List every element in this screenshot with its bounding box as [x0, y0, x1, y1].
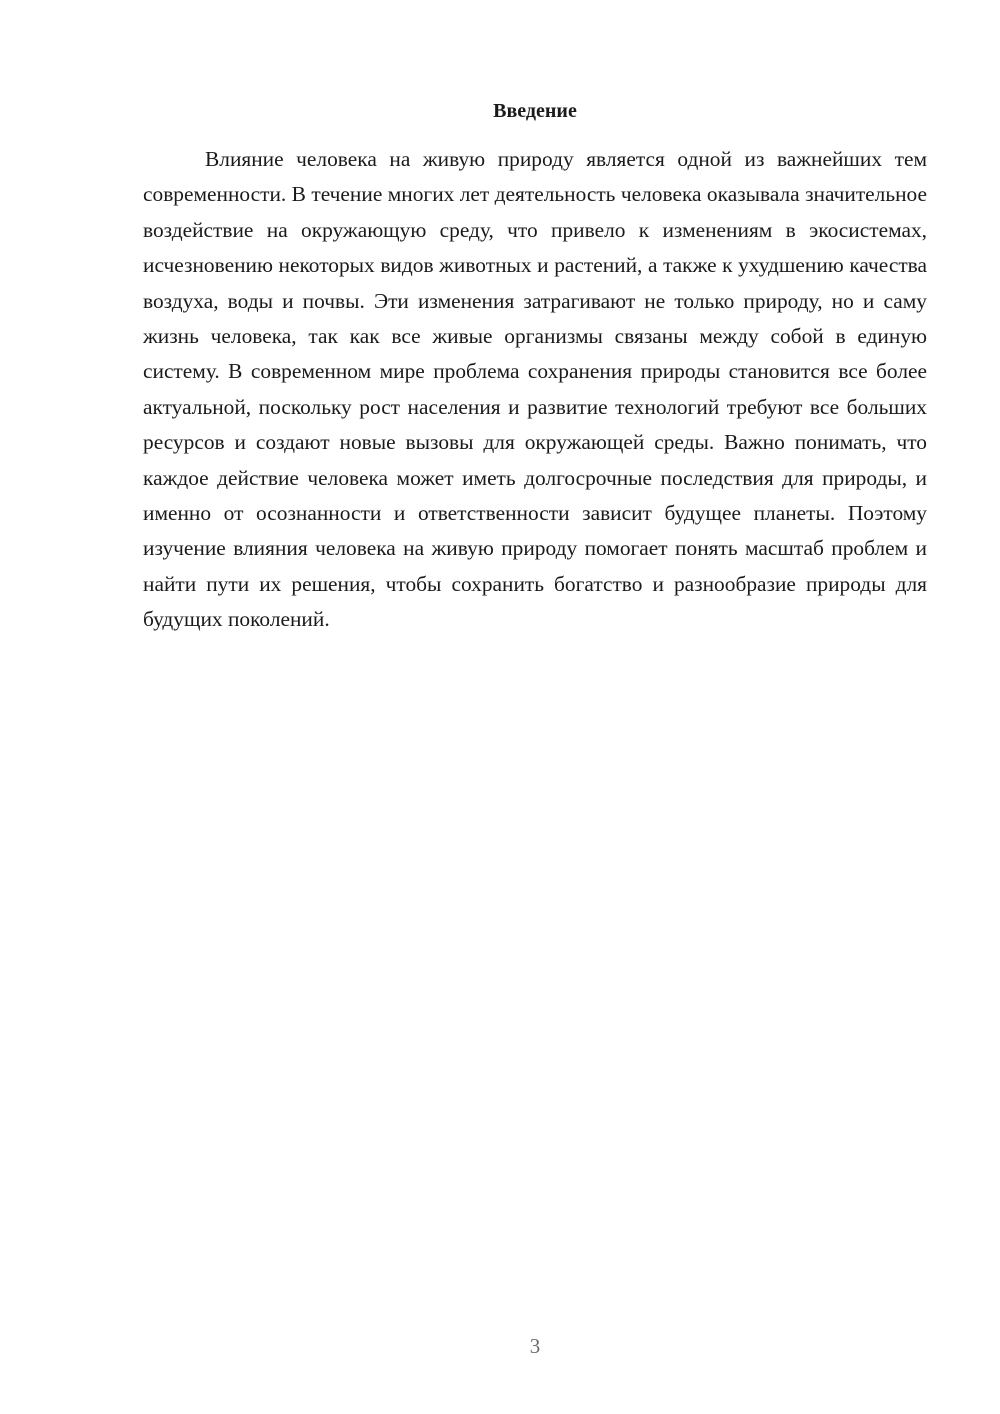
page-number: 3: [529, 1334, 541, 1358]
section-heading: Введение: [493, 100, 577, 122]
body-paragraph: Влияние человека на живую природу является одной из важнейших тем современности. В течение многих лет деятельность человека оказывала значительное воздействие на окружающую среду, что привело к изменениям в экосистемах, исчезновению некоторых видов животных и растений, а также к ухудшению качества воздуха, воды и почвы. Эти изменения затрагивают не только природу, но и саму жизнь человека, так как все живые организмы связаны между собой в единую систему. В современном мире проблема сохранения природы становится все более актуальной, поскольку рост населения и развитие технологий требуют все больших ресурсов и создают новые вызовы для окружающей среды. Важно понимать, что каждое действие человека может иметь долгосрочные последствия для природы, и именно от осознанности и ответственности зависит будущее планеты. Поэтому изучение влияния человека на живую природу помогает понять масштаб проблем и найти пути их решения, чтобы сохранить богатство и разнообразие природы для будущих поколений.: [143, 147, 927, 632]
